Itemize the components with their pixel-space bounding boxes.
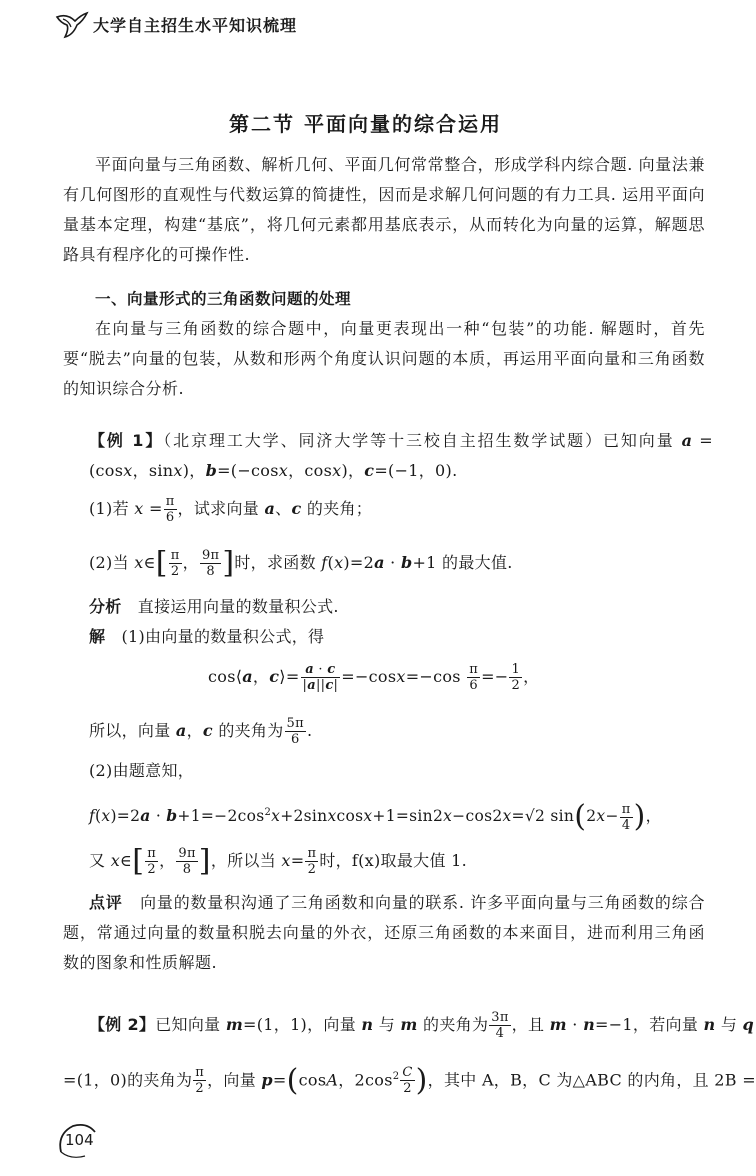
example1-max-value: 又 x∈[ $\frac{\pi}{2}$ ， $\frac{9\pi}{8}$ ]，所以当 x= $\frac{\pi}{2}$ 时，f(x)取最大值 1.: [89, 843, 467, 879]
section-title: 第二节 平面向量的综合运用: [229, 112, 502, 136]
example2-label: 【例 2】: [89, 1015, 156, 1034]
example1-analysis: [63, 592, 739, 622]
example1-result1: 所以，向量 a，c 的夹角为 $\frac{5\pi}{6}$ .: [89, 716, 313, 747]
comment-label: 点评: [89, 893, 123, 912]
example1-statement: 【例 1】（北京理工大学、同济大学等十三校自主招生数学试题）已知向量 a =(cosx，sinx)，b=(−cosx，cosx)，c=(−1，0).: [89, 431, 713, 480]
example1-source: （北京理工大学、同济大学等十三校自主招生数学试题）已知向量: [163, 431, 675, 450]
formula-cos-angle: cos⟨a，c⟩= $\frac{a \cdot c}{|a||c|}$ =−cosx=−cos $\frac{\pi}{6}$ =− $\frac{1}{2}$ ，: [208, 662, 540, 693]
solution-label: 解: [89, 627, 106, 646]
subsection-heading: 一、向量形式的三角函数问题的处理: [95, 290, 352, 308]
bird-logo-icon: [55, 9, 89, 39]
example1-part2: (2)由题意知，: [89, 761, 195, 780]
intro-paragraph: 平面向量与三角函数、解析几何、平面几何常常整合，形成学科内综合题. 向量法兼有几何图形的直观性与代数运算的简捷性，因而是求解几何问题的有力工具. 运用平面向量基本定理，构建“基底”，将几何元素都用基底表示，从而转化为向量的运算，解题思路具有程序化的可操作性.: [63, 155, 705, 264]
subsection-body: 在向量与三角函数的综合题中，向量更表现出一种“包装”的功能. 解题时，首先要“脱去”向量的包装，从数和形两个角度认识问题的本质，再运用平面向量和三角函数的知识综合分析.: [63, 319, 705, 398]
example1-solution-intro: 解 (1)由向量的数量积公式，得: [89, 627, 325, 646]
page-number: [55, 1120, 101, 1162]
running-header: [55, 8, 297, 40]
example1-question2: (2)当 x∈[ $\frac{\pi}{2}$ ， $\frac{9\pi}{8}$ ]时，求函数 f(x)=2a · b+1 的最大值.: [89, 545, 513, 581]
example2-line1: 【例 2】已知向量 m=(1，1)，向量 n 与 m 的夹角为 $\frac{3\pi}{4}$ ，且 m · n=−1，若向量 n 与 q: [89, 1010, 755, 1041]
book-title: 大学自主招生水平知识梳理: [93, 15, 298, 35]
analysis-label: 分析: [89, 597, 122, 616]
analysis-text: 直接运用向量的数量积公式.: [137, 597, 339, 616]
example1-label: 【例 1】: [89, 431, 164, 450]
example1-question1: (1)若 x = $\frac{\pi}{6}$ ，试求向量 a、c 的夹角；: [89, 494, 373, 525]
example1-comment: [63, 888, 705, 978]
comment-text: 向量的数量积沟通了三角函数和向量的联系. 许多平面向量与三角函数的综合题，常通过向量的数量积脱去向量的外衣，还原三角函数的本来面目，进而利用三角函数的图象和性质解题.: [63, 893, 705, 972]
formula-f-expansion: $f(x)=2a \cdot b+1=-2\cos^2x+2sinxcosx+1=\sin 2x-\cos 2x=√2$ sin(2x− $\frac{\pi}{4}$ )，: [89, 799, 662, 835]
page-number-text: 104: [65, 1131, 94, 1149]
example2-line2: =(1，0)的夹角为 $\frac{\pi}{2}$ ，向量 p=(cosA，$2\cos^2$ $\frac{C}{2}$ )，其中 A，B，C 为△ABC 的内角，且 2B =: [63, 1062, 756, 1098]
